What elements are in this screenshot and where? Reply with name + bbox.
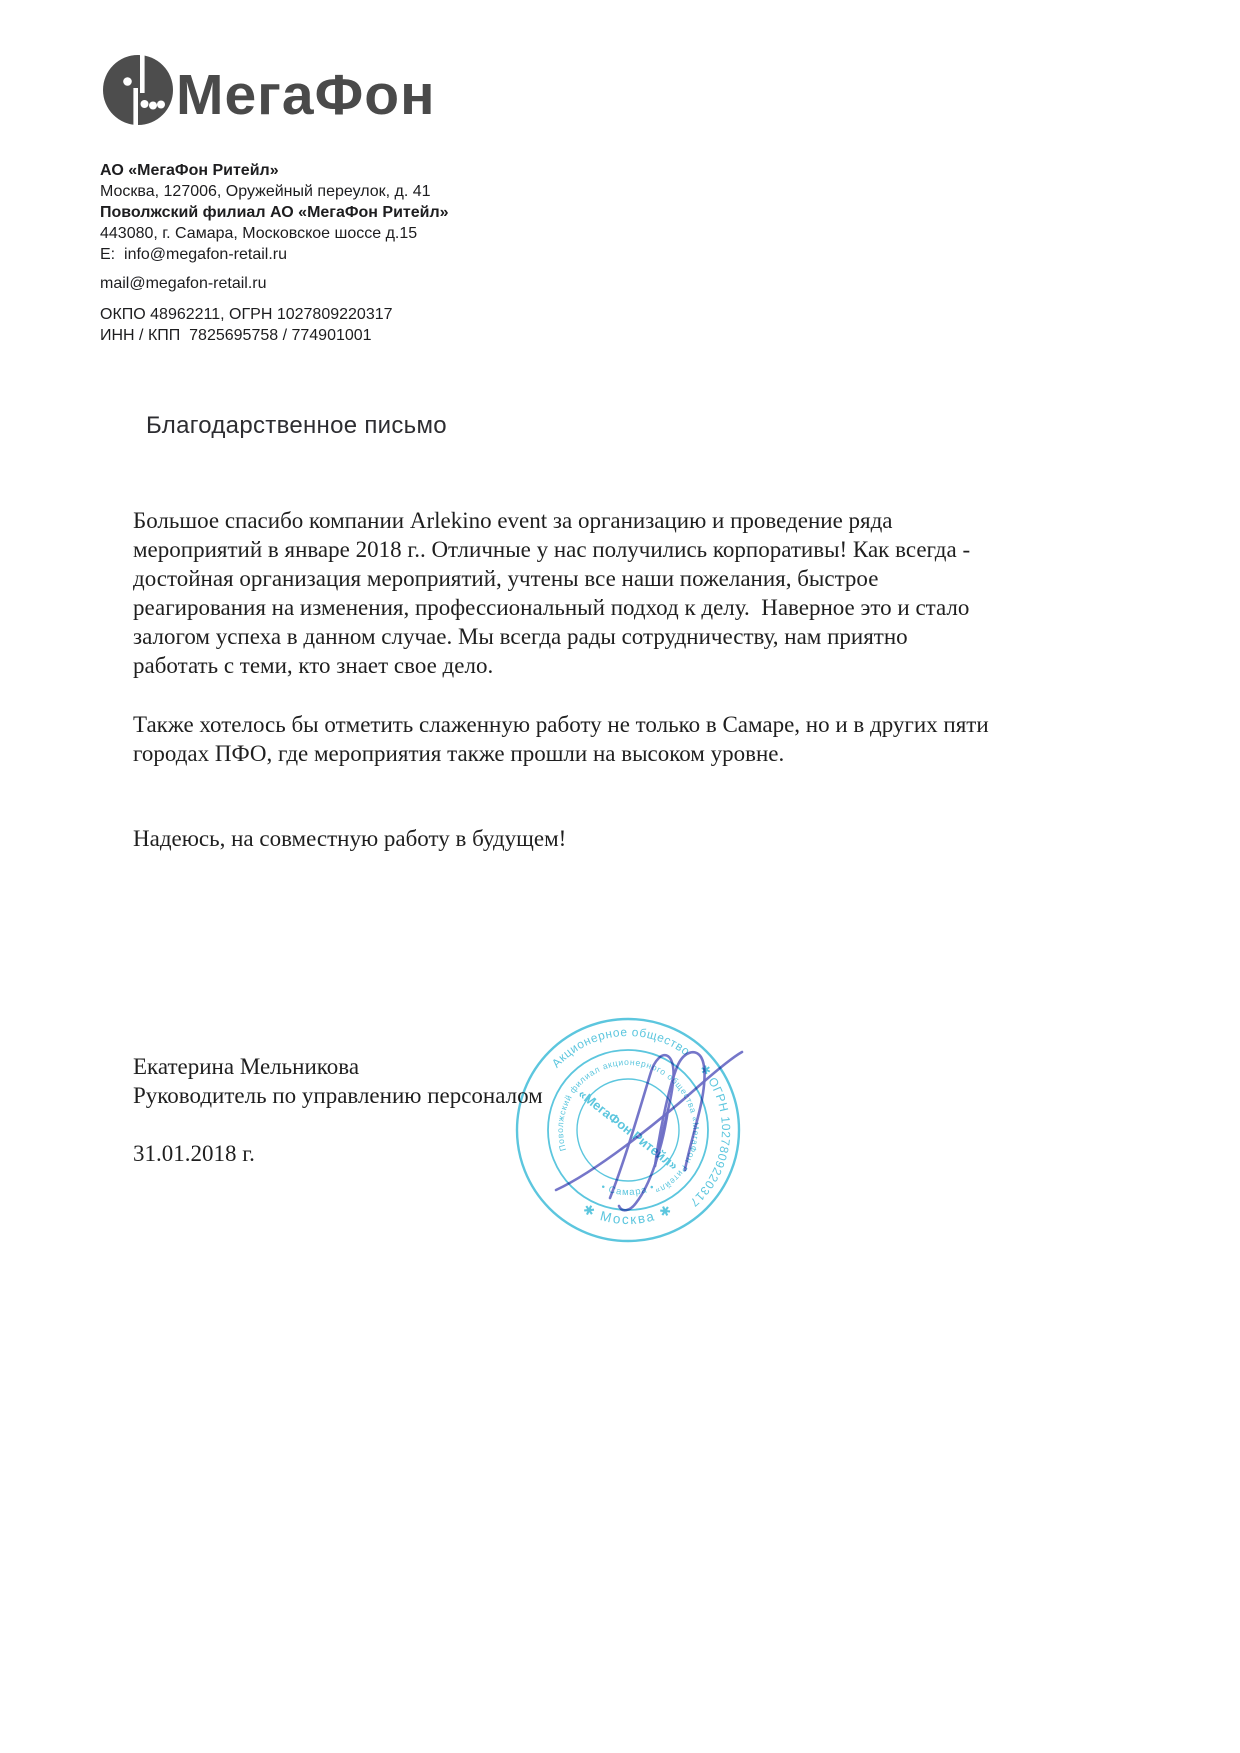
brand-name: МегаФон (176, 63, 436, 127)
paragraph-3 (133, 824, 566, 853)
company-inn-kpp: ИНН / КПП 7825695758 / 774901001 (100, 327, 372, 344)
paragraph-1-line: залогом успеха в данном случае. Мы всегда рады сотрудничеству, нам приятно (133, 624, 908, 649)
paragraph-2-line: городах ПФО, где мероприятия также прошли на высоком уровне. (133, 741, 785, 766)
paragraph-1-line: достойная организация мероприятий, учтены все наши пожелания, быстрое (133, 566, 879, 591)
company-name: АО «МегаФон Ритейл» (100, 162, 279, 179)
handwritten-signature (540, 1030, 760, 1230)
stamp-text-samara: • Самара • (599, 1181, 657, 1199)
paragraph-1-line: мероприятий в январе 2018 г.. Отличные у нас получились корпоративы! Как всегда - (133, 537, 971, 562)
paragraph-2 (133, 710, 989, 768)
signature-block (133, 1052, 543, 1110)
letter-date: 31.01.2018 г. (133, 1141, 255, 1166)
company-details (100, 160, 620, 346)
signatory-name: Екатерина Мельникова (133, 1054, 360, 1079)
letter-title: Благодарственное письмо (146, 412, 447, 439)
signatory-title: Руководитель по управлению персоналом (133, 1083, 543, 1108)
company-mail: mail@megafon-retail.ru (100, 275, 267, 292)
paragraph-1-line: реагирования на изменения, профессиональный подход к делу. Наверное это и стало (133, 595, 970, 620)
megafon-logo-icon (100, 52, 176, 128)
company-email: Е: info@megafon-retail.ru (100, 246, 287, 263)
paragraph-1-line: работать с теми, кто знает свое дело. (133, 653, 494, 678)
stamp-text-city: ✱ Москва ✱ (580, 1201, 676, 1228)
branch-address: 443080, г. Самара, Московское шоссе д.15 (100, 225, 418, 242)
company-address: Москва, 127006, Оружейный переулок, д. 41 (100, 183, 431, 200)
stamp-text-branch: Поволжский филиал акционерного общества «МегаФон Ритейл» (554, 1056, 702, 1197)
company-okpo-ogrn: ОКПО 48962211, ОГРН 1027809220317 (100, 306, 393, 323)
paragraph-1-line: Большое спасибо компании Arlekino event за организацию и проведение ряда (133, 508, 893, 533)
branch-name: Поволжский филиал АО «МегаФон Ритейл» (100, 204, 449, 221)
paragraph-1 (133, 506, 970, 680)
stamp-text-center: «МегаФон Ритейл» (575, 1086, 682, 1174)
stamp-text-top: Акционерное общество (548, 1024, 693, 1071)
stamp-text-ogrn: ✱ ОГРН 1027809220317 (686, 1061, 734, 1210)
paragraph-3-line: Надеюсь, на совместную работу в будущем! (133, 826, 567, 851)
paragraph-2-line: Также хотелось бы отметить слаженную работу не только в Самаре, но и в других пяти (133, 712, 989, 737)
